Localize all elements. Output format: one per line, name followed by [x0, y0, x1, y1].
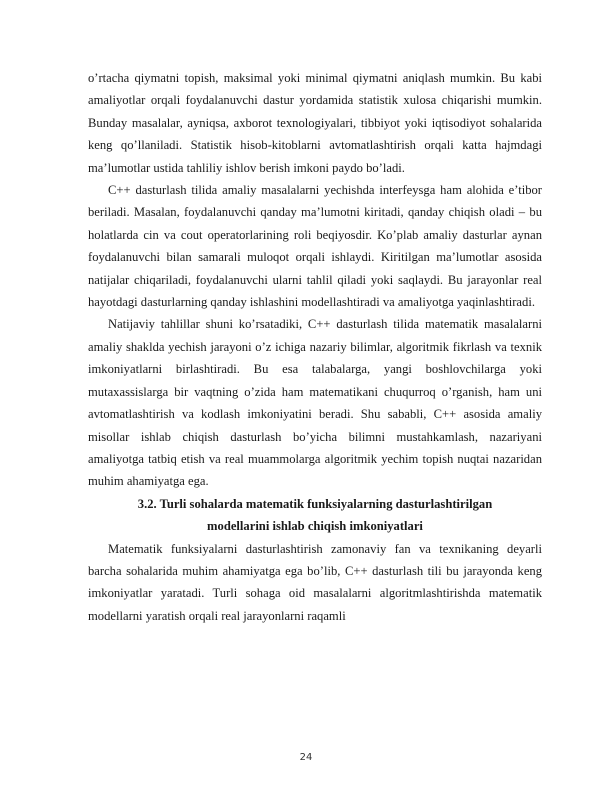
- paragraph-results: Natijaviy tahlillar shuni ko’rsatadiki, C++ dasturlash tilida matematik masalalarni amaliy shaklda yechish jarayoni o’z ichiga nazariy bilimlar, algoritmik fikrlash va texnik imkoniyatlarni birlashtiradi. Bu esa talabalarga, yangi boshlovchilarga yoki mutaxassislarga bir vaqtning o’zida ham matematikani chuqurroq o’rganish, ham uni avtomatlashtirish va kodlash imkoniyatini beradi. Shu sababli, C++ asosida amaliy misollar ishlab chiqish dasturlash bo’yicha bilimni mustahkamlash, nazariyani amaliyotga tatbiq etish va real muammolarga algoritmik yechim topish nuqtai nazaridan muhim ahamiyatga ega.: [88, 317, 542, 489]
- paragraph-interface: C++ dasturlash tilida amaliy masalalarni yechishda interfeysga ham alohida e’tibor beriladi. Masalan, foydalanuvchi qanday ma’lumotni kiritadi, qanday chiqish oladi – bu holatlarda cin va cout operatorlarining roli beqiyosdir. Ko’plab amaliy dasturlar aynan foydalanuvchi bilan samarali muloqot orqali ishlaydi. Kiritilgan ma’lumotlar asosida natijalar chiqariladi, foydalanuvchi ularni tahlil qiladi yoki saqlaydi. Bu jarayonlar real hayotdagi dasturlarning qanday ishlashini modellashtiradi va amaliyotga yaqinlashtiradi.: [88, 183, 542, 310]
- section-heading: [88, 493, 542, 538]
- section-heading-line-1: 3.2. Turli sohalarda matematik funksiyalarning dasturlashtirilgan: [137, 496, 493, 511]
- page-number: 24: [299, 752, 313, 763]
- paragraph-math-functions: Matematik funksiyalarni dasturlashtirish zamonaviy fan va texnikaning deyarli barcha sohalarida muhim ahamiyatga ega bo’lib, C++ dasturlash tili bu jarayonda keng imkoniyatlar yaratadi. Turli sohaga oid masalalarni algoritmlashtirishda matematik modellarni yaratish orqali real jarayonlarni raqamli: [88, 541, 542, 623]
- page-content: [88, 67, 542, 627]
- section-heading-line-2: modellarini ishlab chiqish imkoniyatlari: [207, 519, 423, 534]
- paragraph-statistics: o’rtacha qiymatni topish, maksimal yoki minimal qiymatni aniqlash mumkin. Bu kabi amaliyotlar orqali foydalanuvchi dastur yordamida statistik xulosa chiqarishi mumkin. Bunday masalalar, ayniqsa, axborot texnologiyalari, tibbiyot yoki iqtisodiyot sohalarida keng qo’llaniladi. Statistik hisob-kitoblarni avtomatlashtirish orqali katta hajmdagi ma’lumotlar ustida tahliliy ishlov berish imkoni paydo bo’ladi.: [88, 71, 542, 175]
